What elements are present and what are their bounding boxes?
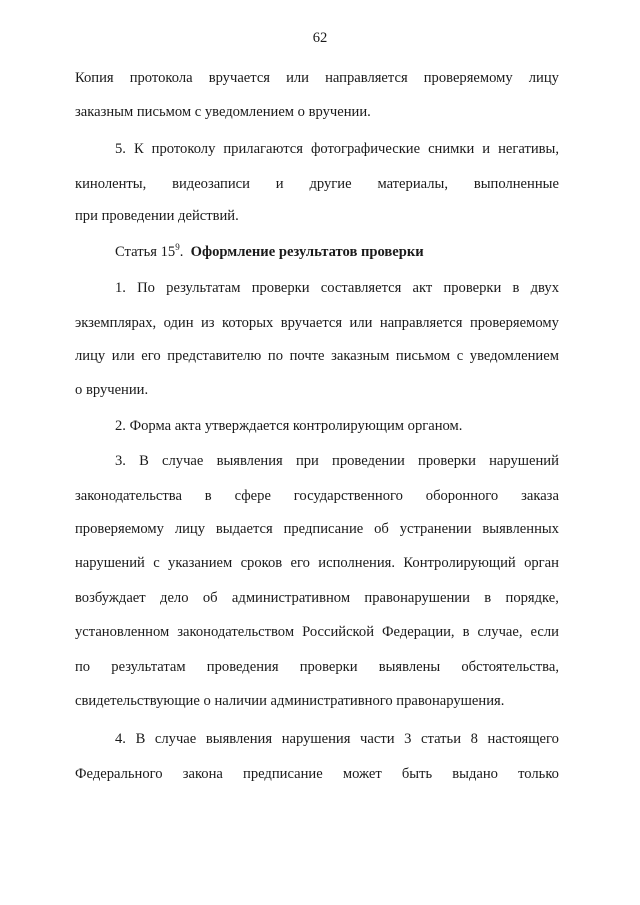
article-heading xyxy=(115,242,559,262)
word: или xyxy=(286,70,309,86)
word: почте xyxy=(289,348,325,364)
word: в xyxy=(204,488,212,504)
word: случае, xyxy=(477,624,523,640)
word: законодательством xyxy=(177,624,295,640)
text-line xyxy=(75,174,559,194)
word: лицу xyxy=(528,70,559,86)
word: В xyxy=(139,453,149,469)
word: если xyxy=(530,624,559,640)
word: случае xyxy=(162,453,204,469)
text-line xyxy=(75,519,559,539)
word: в xyxy=(462,624,470,640)
word: установленном xyxy=(75,624,170,640)
article-number-superscript: 9 xyxy=(175,242,180,252)
word: выдано xyxy=(452,766,498,782)
word: 5. xyxy=(115,141,126,157)
word: административном xyxy=(231,590,351,606)
article-number: Статья 15 xyxy=(115,244,176,260)
word: выявлены xyxy=(378,659,441,675)
word: с xyxy=(456,348,464,364)
word: письмом xyxy=(395,348,451,364)
word: дело xyxy=(160,590,189,606)
word: проверки xyxy=(418,453,476,469)
word: и xyxy=(482,141,491,157)
word: Федерального xyxy=(75,766,163,782)
word: проведении xyxy=(332,453,405,469)
word: возбуждает xyxy=(75,590,146,606)
word: Копия xyxy=(75,70,114,86)
word: 4. xyxy=(115,731,126,747)
word: снимки xyxy=(428,141,475,157)
word: двух xyxy=(530,280,559,296)
word: Федерации, xyxy=(382,624,455,640)
word: из xyxy=(200,315,215,331)
text-line xyxy=(115,278,559,298)
word: направляется xyxy=(325,70,408,86)
word: только xyxy=(518,766,559,782)
text-line xyxy=(75,657,559,677)
text-line xyxy=(75,313,559,333)
word: акт xyxy=(412,280,433,296)
word: лицу xyxy=(75,348,106,364)
word: составляется xyxy=(320,280,402,296)
word: киноленты, xyxy=(75,176,147,192)
word: экземплярах, xyxy=(75,315,157,331)
text-line xyxy=(75,588,559,608)
word: видеозаписи xyxy=(172,176,250,192)
word: 3 xyxy=(404,731,412,747)
word: представителю xyxy=(167,348,262,364)
word: Российской xyxy=(302,624,374,640)
word: об xyxy=(374,521,389,537)
word: выполненные xyxy=(473,176,559,192)
word: материалы, xyxy=(377,176,448,192)
word: закона xyxy=(182,766,223,782)
text-line xyxy=(75,764,559,784)
word: которых xyxy=(221,315,274,331)
word: 1. xyxy=(115,280,126,296)
page-number: 62 xyxy=(312,30,328,46)
word: нарушений xyxy=(75,555,145,571)
word: случае xyxy=(154,731,197,747)
word: быть xyxy=(401,766,433,782)
text-line: заказным письмом с уведомлением о вручении. xyxy=(75,104,371,120)
word: К xyxy=(133,141,144,157)
word: По xyxy=(137,280,155,296)
text-line xyxy=(115,729,559,749)
text-line xyxy=(75,346,559,366)
word: его xyxy=(141,348,161,364)
word: один xyxy=(163,315,194,331)
word: проведения xyxy=(206,659,279,675)
word: сроков xyxy=(240,555,283,571)
word: прилагаются xyxy=(223,141,303,157)
word: орган xyxy=(524,555,559,571)
text-line: 2. Форма акта утверждается контролирующим органом. xyxy=(115,418,463,434)
word: уведомлением xyxy=(469,348,559,364)
word: в xyxy=(512,280,520,296)
word: фотографические xyxy=(310,141,421,157)
word: нарушения xyxy=(281,731,351,747)
word: предписание xyxy=(243,766,323,782)
word: выявленных xyxy=(482,521,559,537)
word: другие xyxy=(309,176,352,192)
text-line: при проведении действий. xyxy=(75,208,239,224)
word: проверяемому xyxy=(469,315,559,331)
word: при xyxy=(295,453,319,469)
article-number-dot: . xyxy=(179,244,184,260)
word: 8 xyxy=(470,731,478,747)
word: в xyxy=(484,590,492,606)
word: или xyxy=(111,348,135,364)
word: проверки xyxy=(251,280,310,296)
text-line xyxy=(115,139,559,159)
word: негативы, xyxy=(498,141,559,157)
word: В xyxy=(135,731,146,747)
word: законодательства xyxy=(75,488,182,504)
text-line xyxy=(75,486,559,506)
word: по xyxy=(75,659,91,675)
word: может xyxy=(342,766,382,782)
word: обстоятельства, xyxy=(461,659,559,675)
word: или xyxy=(349,315,373,331)
word: проверяемому xyxy=(423,70,513,86)
word: проверяемому xyxy=(75,521,164,537)
word: части xyxy=(360,731,395,747)
word: Контролирующий xyxy=(403,555,516,571)
word: вручается xyxy=(208,70,271,86)
article-title: Оформление результатов проверки xyxy=(190,244,424,260)
text-line xyxy=(115,451,559,471)
word: и xyxy=(275,176,284,192)
word: порядке, xyxy=(505,590,559,606)
word: статьи xyxy=(421,731,462,747)
word: направляется xyxy=(379,315,463,331)
word: настоящего xyxy=(487,731,559,747)
word: результатам xyxy=(111,659,186,675)
word: проверки xyxy=(443,280,502,296)
word: лицу xyxy=(174,521,206,537)
word: правонарушении xyxy=(364,590,470,606)
word: по xyxy=(267,348,284,364)
word: предписание xyxy=(283,521,364,537)
word: результатам xyxy=(166,280,241,296)
text-line xyxy=(75,553,559,573)
word: выявления xyxy=(205,731,273,747)
word: выявления xyxy=(216,453,283,469)
word: нарушений xyxy=(489,453,559,469)
word: государственного xyxy=(293,488,403,504)
word: исполнения. xyxy=(318,555,396,571)
word: 3. xyxy=(115,453,126,469)
word: заказным xyxy=(331,348,390,364)
word: с xyxy=(153,555,160,571)
word: его xyxy=(290,555,310,571)
word: заказа xyxy=(521,488,559,504)
word: оборонного xyxy=(425,488,499,504)
word: вручается xyxy=(280,315,343,331)
word: сфере xyxy=(234,488,271,504)
text-line: свидетельствующие о наличии административного правонарушения. xyxy=(75,693,505,709)
text-line xyxy=(75,622,559,642)
word: выдается xyxy=(215,521,273,537)
word: протоколу xyxy=(151,141,216,157)
word: протокола xyxy=(129,70,193,86)
word: об xyxy=(202,590,218,606)
word: устранении xyxy=(399,521,472,537)
word: указанием xyxy=(168,555,233,571)
word: проверки xyxy=(299,659,358,675)
text-line xyxy=(75,68,559,88)
text-line: о вручении. xyxy=(75,382,149,398)
